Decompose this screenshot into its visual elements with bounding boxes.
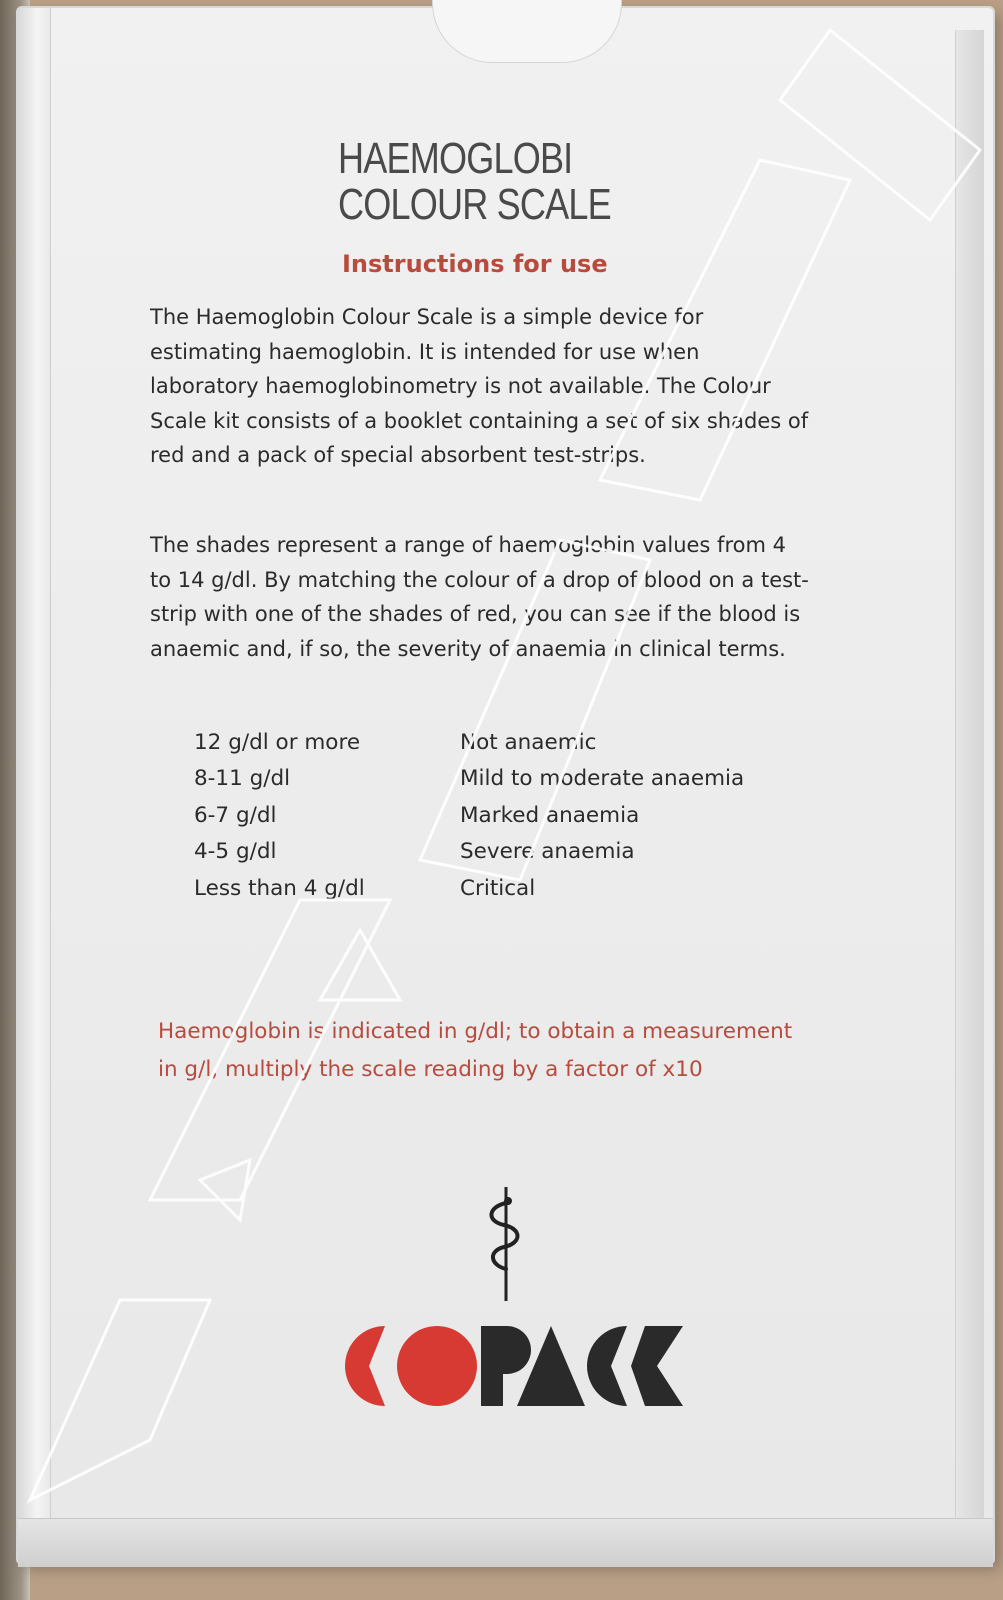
box-left-edge xyxy=(18,8,51,1563)
meaning-cell: Mild to moderate anaemia xyxy=(460,766,745,792)
range-cell: 6-7 g/dl xyxy=(194,802,277,828)
table-row xyxy=(194,724,744,761)
table-row xyxy=(194,761,744,798)
page-title xyxy=(338,136,611,228)
meaning-cell: Severe anaemia xyxy=(460,839,635,865)
range-cell: 8-11 g/dl xyxy=(194,766,291,792)
copack-logo xyxy=(335,1318,695,1413)
logo-k-shape xyxy=(631,1326,683,1406)
title-line-2: COLOUR SCALE xyxy=(338,180,611,229)
meaning-cell: Critical xyxy=(460,875,536,901)
meaning-cell: Not anaemic xyxy=(460,729,597,755)
table-row xyxy=(194,797,744,834)
box-bottom-edge xyxy=(18,1518,993,1567)
meaning-cell: Marked anaemia xyxy=(460,802,640,828)
range-cell: 4-5 g/dl xyxy=(194,839,277,865)
shades-paragraph: The shades represent a range of haemoglobin values from 4 to 14 g/dl. By matching the colour of a drop of blood on a test-strip with one of the shades of red, you can see if the blood is anaemic and, if so, the severity of anaemia in clinical terms. xyxy=(150,533,809,661)
logo-o-shape xyxy=(397,1326,477,1406)
instructions-heading: Instructions for use xyxy=(342,250,608,278)
range-cell: 12 g/dl or more xyxy=(194,729,361,755)
intro-paragraph: The Haemoglobin Colour Scale is a simple device for estimating haemoglobin. It is intended for use when laboratory haemoglobinometry is not available. The Colour Scale kit consists of a booklet containing a set of six shades of red and a pack of special absorbent test-strips. xyxy=(150,305,809,467)
table-row xyxy=(194,870,744,907)
title-line-1: HAEMOGLOBI xyxy=(338,134,573,183)
box-right-edge xyxy=(955,30,984,1530)
caduceus-icon xyxy=(478,1185,534,1305)
range-cell: Less than 4 g/dl xyxy=(194,875,365,901)
units-note: Haemoglobin is indicated in g/dl; to obtain a measurement in g/l, multiply the scale reading by a factor of x10 xyxy=(158,1019,793,1082)
box-pull-tab xyxy=(432,0,622,63)
table-row xyxy=(194,834,744,871)
anaemia-scale-table xyxy=(194,724,744,907)
logo-c-shape xyxy=(345,1326,385,1406)
logo-c2-shape xyxy=(587,1326,627,1406)
